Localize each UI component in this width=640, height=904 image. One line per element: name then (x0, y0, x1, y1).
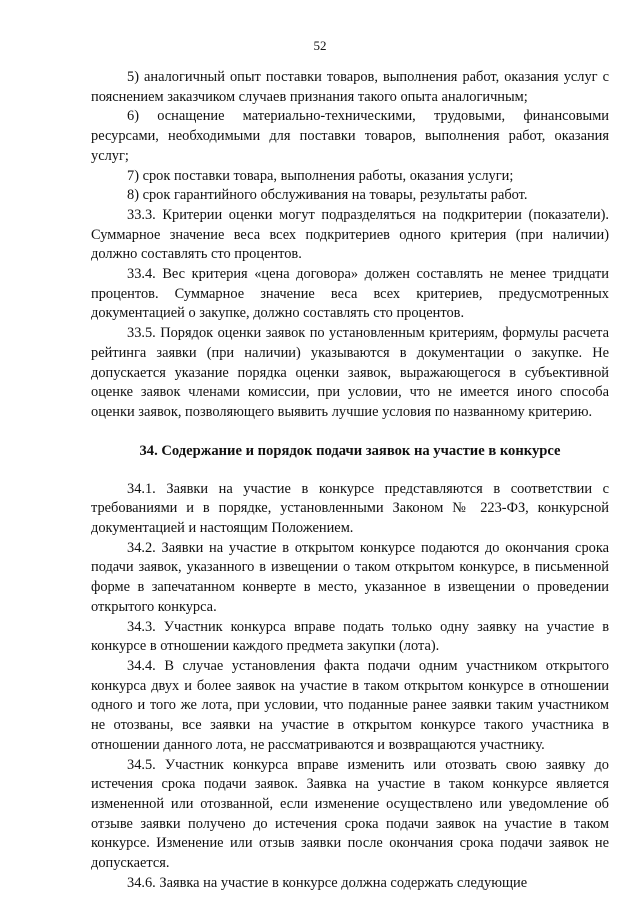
paragraph-34-4: 34.4. В случае установления факта подачи одним участником открытого конкурса двух и более заявок на участие в таком открытом конкурсе в отношении одного и того же лота, при условии, что поданные ранее заявки таким участником не отозваны, все заявки на участие в открытом конкурсе такого участника в отношении данного лота, не рассматриваются и возвращаются участнику. (91, 657, 609, 753)
section-heading-34: 34. Содержание и порядок подачи заявок на участие в конкурсе (139, 442, 561, 459)
paragraph-34-5: 34.5. Участник конкурса вправе изменить или отозвать свою заявку до истечения срока подачи заявок. Заявка на участие в таком конкурсе является измененной или отозванной, если изменение осуществлено или уведомление об отзыве заявки получено до истечения срока подачи заявок на участие в таком конкурсе. Изменение или отзыв заявки после окончания срока подачи заявок не допускается. (91, 756, 609, 872)
paragraph-item-6: 6) оснащение материально-техническими, трудовыми, финансовыми ресурсами, необходимыми для поставки товаров, выполнения работ, оказания услуг; (91, 108, 609, 164)
paragraph-item-8: 8) срок гарантийного обслуживания на товары, результаты работ. (127, 187, 528, 204)
paragraph-34-6: 34.6. Заявка на участие в конкурсе должна содержать следующие (127, 874, 528, 891)
page-number: 52 (313, 38, 327, 53)
paragraph-34-1: 34.1. Заявки на участие в конкурсе представляются в соответствии с требованиями и в порядке, установленными Законом № 223-ФЗ, конкурсной документацией и настоящим Положением. (91, 480, 609, 537)
paragraph-33-5: 33.5. Порядок оценки заявок по установленным критериям, формулы расчета рейтинга заявки (при наличии) указываются в документации о закупке. Не допускается указание порядка оценки заявок, выражающегося в субъективной оценке заявок членами комиссии, при условии, что не имеется иного способа оценки заявок, позволяющего выявить лучшие условия по названному критерию. (91, 325, 609, 420)
paragraph-item-7: 7) срок поставки товара, выполнения работы, оказания услуги; (127, 167, 514, 184)
paragraph-33-4: 33.4. Вес критерия «цена договора» должен составлять не менее тридцати процентов. Суммарное значение веса всех критериев, предусмотренных документацией о закупке, должно составлять сто процентов. (91, 266, 609, 322)
paragraph-34-3: 34.3. Участник конкурса вправе подать только одну заявку на участие в конкурсе в отношении каждого предмета закупки (лота). (91, 618, 609, 655)
paragraph-33-3: 33.3. Критерии оценки могут подразделяться на подкритерии (показатели). Суммарное значение веса всех подкритериев одного критерия (при наличии) должно составлять сто процентов. (91, 206, 609, 263)
paragraph-34-2: 34.2. Заявки на участие в открытом конкурсе подаются до окончания срока подачи заявок, указанного в извещении о таком открытом конкурсе, в письменной форме в запечатанном конверте в место, указанное в извещении о проведении открытого конкурса. (91, 539, 609, 615)
paragraph-item-5: 5) аналогичный опыт поставки товаров, выполнения работ, оказания услуг с пояснением заказчиком случаев признания такого опыта аналогичным; (91, 69, 609, 105)
document-body (91, 68, 609, 893)
